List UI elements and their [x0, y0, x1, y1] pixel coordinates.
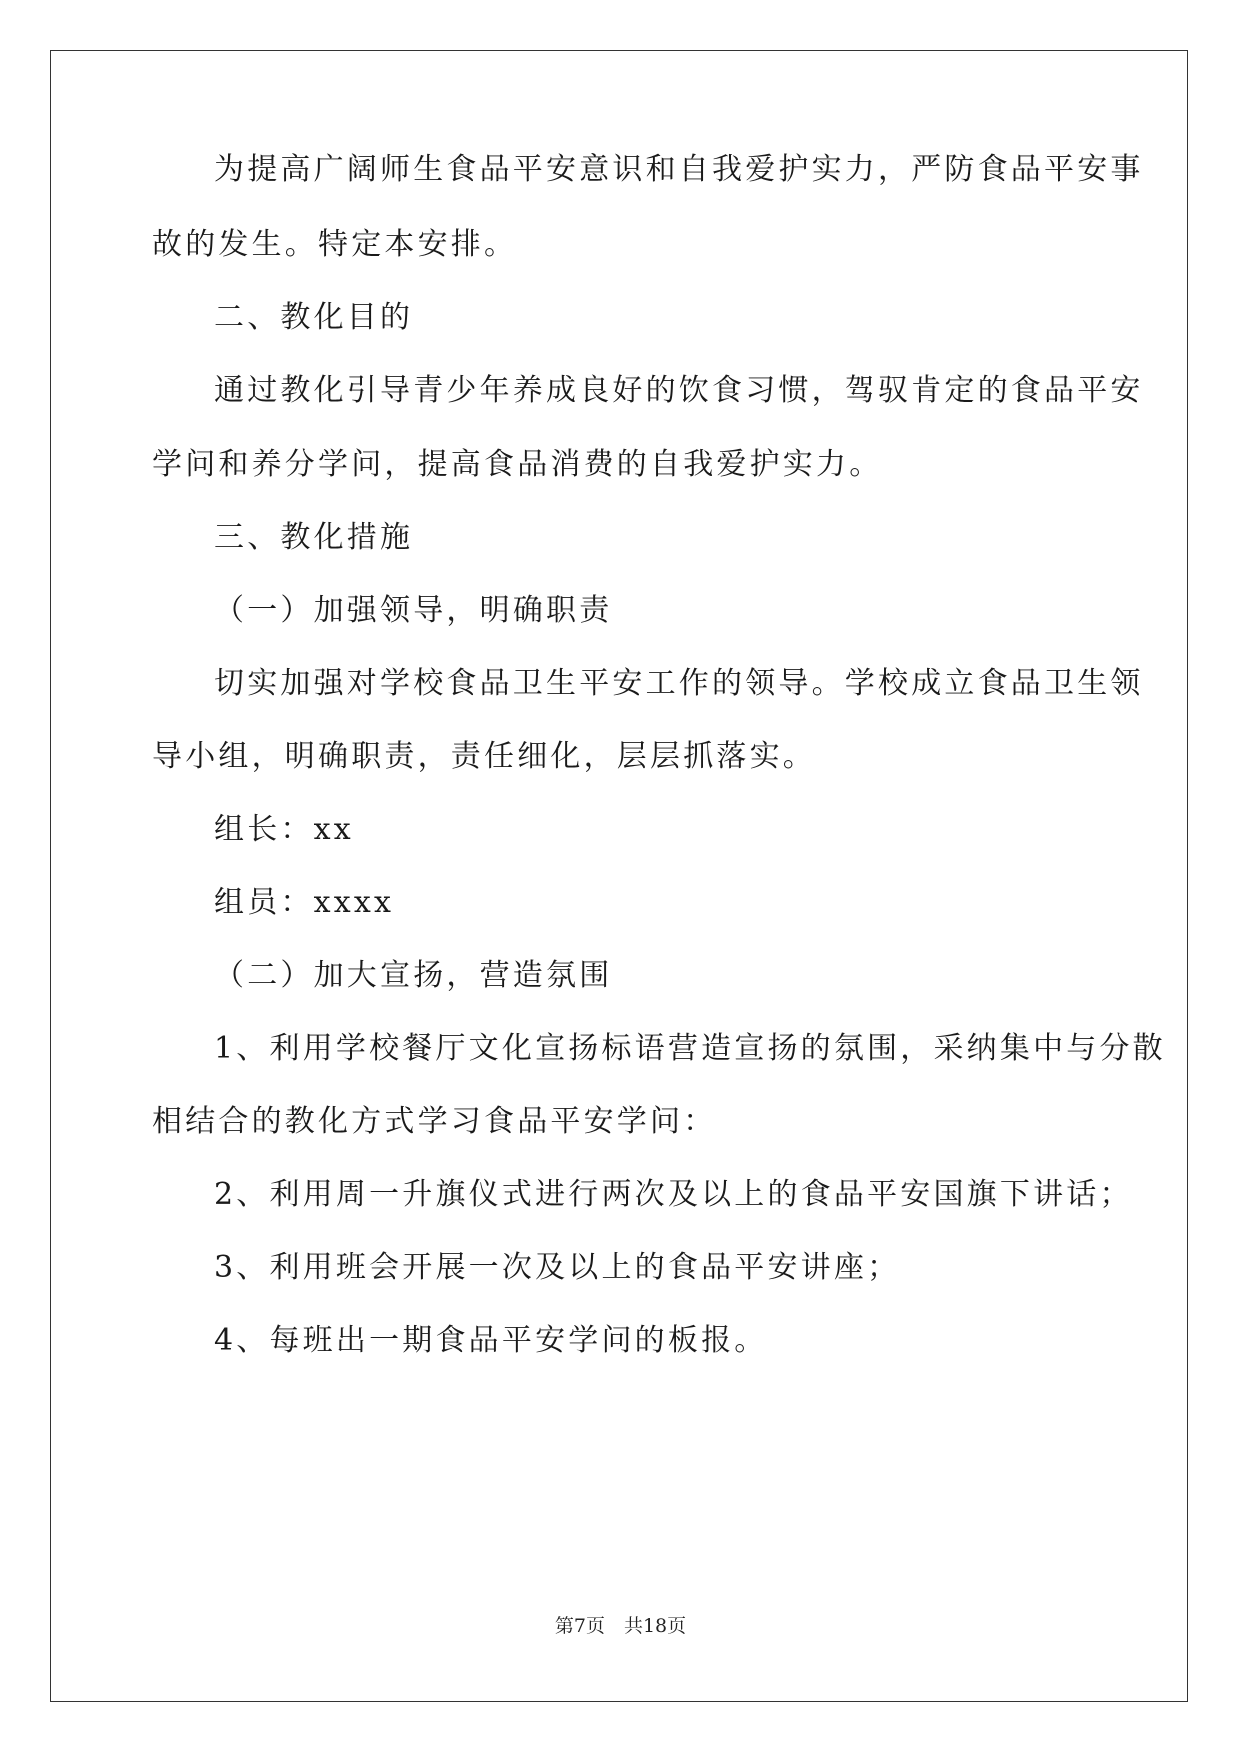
list-item: 4、每班出一期食品平安学问的板报。: [214, 1323, 768, 1358]
section-heading: 二、教化目的: [214, 300, 414, 335]
page-number-footer: 第7页 共18页: [554, 1615, 687, 1637]
paragraph-line: 通过教化引导青少年养成良好的饮食习惯，驾驭肯定的食品平安: [214, 373, 1144, 408]
paragraph-line: 导小组，明确职责，责任细化，层层抓落实。: [152, 739, 816, 774]
group-members-line: 组员：xxxx: [214, 885, 395, 920]
group-leader-line: 组长：xx: [214, 812, 354, 847]
paragraph-line: 为提高广阔师生食品平安意识和自我爱护实力，严防食品平安事: [214, 152, 1144, 187]
list-item: 3、利用班会开展一次及以上的食品平安讲座；: [214, 1250, 901, 1285]
paragraph-line: 切实加强对学校食品卫生平安工作的领导。学校成立食品卫生领: [214, 666, 1144, 701]
paragraph-line: 故的发生。特定本安排。: [152, 227, 518, 262]
list-item: 2、利用周一升旗仪式进行两次及以上的食品平安国旗下讲话；: [214, 1177, 1133, 1212]
list-item: 1、利用学校餐厅文化宣扬标语营造宣扬的氛围，采纳集中与分散: [214, 1031, 1166, 1066]
section-heading: 三、教化措施: [214, 520, 414, 555]
paragraph-line: 学问和养分学问，提高食品消费的自我爱护实力。: [152, 447, 883, 482]
subsection-heading: （二）加大宣扬，营造氛围: [214, 958, 613, 993]
list-item-continuation: 相结合的教化方式学习食品平安学问：: [152, 1104, 717, 1139]
subsection-heading: （一）加强领导，明确职责: [214, 593, 613, 628]
